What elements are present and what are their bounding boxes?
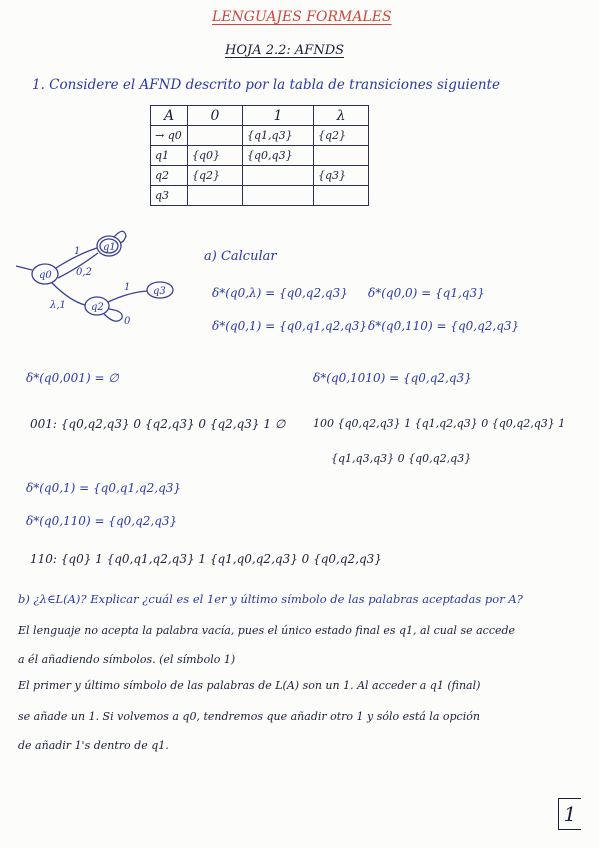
table-cell: {q1,q3} <box>243 126 314 146</box>
part-b-heading: b) ¿λ∈L(A)? Explicar ¿cuál es el 1er y último símbolo de las palabras aceptadas por A? <box>18 592 523 606</box>
transition-table <box>150 105 369 206</box>
table-cell: → q0 <box>151 126 188 146</box>
table-cell: {q2} <box>314 126 369 146</box>
state-label: q2 <box>91 302 104 313</box>
page-number: 1 <box>558 798 581 830</box>
part-a-line: δ*(q0,1) = {q0,q1,q2,q3} <box>212 319 368 333</box>
edge-label: 1 <box>74 246 81 257</box>
part-a-line: δ*(q0,001) = ∅ <box>26 371 119 385</box>
part-a-line: δ*(q0,110) = {q0,q2,q3} <box>26 514 178 528</box>
page-subtitle: HOJA 2.2: AFNDS <box>225 43 345 58</box>
table-cell: {q0,q3} <box>243 146 314 166</box>
table-header-cell: 1 <box>243 106 314 126</box>
exercise-statement: 1. Considere el AFND descrito por la tabla de transiciones siguiente <box>32 77 500 93</box>
state-label: q3 <box>153 286 166 297</box>
table-cell <box>188 186 243 206</box>
part-b-line: El primer y último símbolo de las palabras de L(A) son un 1. Al acceder a q1 (final) <box>18 679 481 692</box>
part-a-line: δ*(q0,λ) = {q0,q2,q3} <box>212 286 348 300</box>
table-cell <box>243 166 314 186</box>
table-row <box>151 126 369 146</box>
part-a-line: δ*(q0,0) = {q1,q3} <box>368 286 485 300</box>
automaton-diagram <box>12 226 182 331</box>
part-b-line: El lenguaje no acepta la palabra vacía, pues el único estado final es q1, al cual se accede <box>18 624 516 637</box>
table-cell: q3 <box>151 186 188 206</box>
part-a-line: 100 {q0,q2,q3} 1 {q1,q2,q3} 0 {q0,q2,q3} 1 <box>313 417 566 430</box>
edge-label: 0,2 <box>76 267 92 278</box>
initial-arrow <box>16 266 32 270</box>
part-a-line: δ*(q0,1010) = {q0,q2,q3} <box>313 371 472 385</box>
part-b-line: de añadir 1's dentro de q1. <box>18 739 169 752</box>
table-cell: {q0} <box>188 146 243 166</box>
edge-label: 1 <box>124 282 131 293</box>
state-label: q1 <box>103 242 116 253</box>
part-a-line: 001: {q0,q2,q3} 0 {q2,q3} 0 {q2,q3} 1 ∅ <box>30 417 286 431</box>
table-header-cell: λ <box>314 106 369 126</box>
table-cell: {q3} <box>314 166 369 186</box>
part-a-line: {q1,q3,q3} 0 {q0,q2,q3} <box>331 452 472 465</box>
table-cell <box>314 146 369 166</box>
table-header-row <box>151 106 369 126</box>
part-a-line: 110: {q0} 1 {q0,q1,q2,q3} 1 {q1,q0,q2,q3} 0 {q0,q2,q3} <box>30 552 382 566</box>
edge-label: 0 <box>124 316 131 327</box>
state-label: q0 <box>39 270 52 281</box>
part-b-line: a él añadiendo símbolos. (el símbolo 1) <box>18 653 236 666</box>
edge-label: λ,1 <box>50 300 66 311</box>
table-header-cell: A <box>151 106 188 126</box>
table-cell <box>188 126 243 146</box>
table-cell: q2 <box>151 166 188 186</box>
table-cell <box>243 186 314 206</box>
table-cell: {q2} <box>188 166 243 186</box>
table-row <box>151 146 369 166</box>
part-a-heading: a) Calcular <box>204 249 277 264</box>
table-row <box>151 186 369 206</box>
part-a-line: δ*(q0,110) = {q0,q2,q3} <box>368 319 520 333</box>
table-header-cell: 0 <box>188 106 243 126</box>
page-title: LENGUAJES FORMALES <box>212 9 392 25</box>
part-b-line: se añade un 1. Si volvemos a q0, tendremos que añadir otro 1 y sólo está la opción <box>18 710 480 723</box>
table-row <box>151 166 369 186</box>
part-a-line: δ*(q0,1) = {q0,q1,q2,q3} <box>26 481 182 495</box>
table-cell <box>314 186 369 206</box>
table-cell: q1 <box>151 146 188 166</box>
